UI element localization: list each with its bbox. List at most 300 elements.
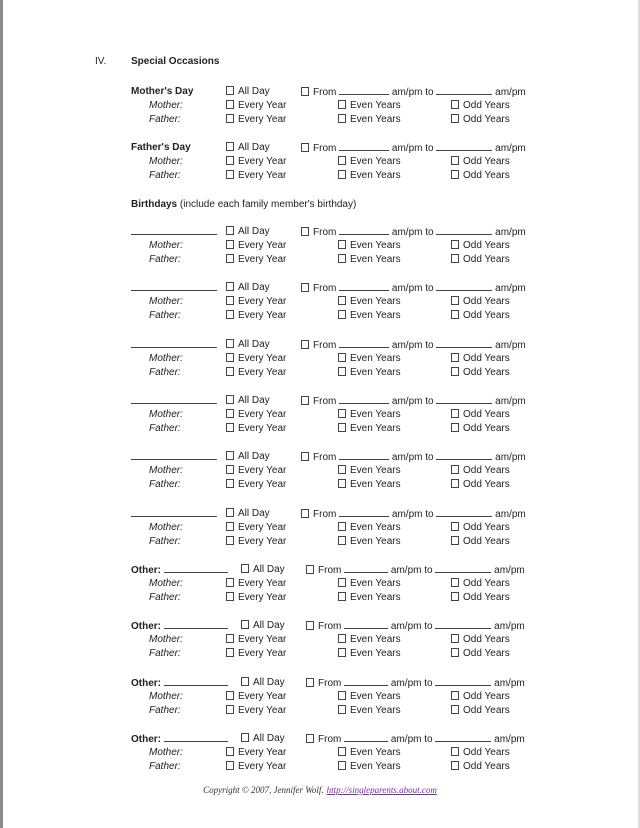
even-years-label: Even Years	[350, 352, 401, 364]
cell	[226, 85, 270, 99]
to-time-field[interactable]	[435, 619, 491, 629]
even-years-label: Even Years	[350, 408, 401, 420]
every-year-label: Every Year	[238, 408, 287, 420]
from-time-field[interactable]	[339, 450, 389, 460]
from-label: From	[313, 143, 337, 154]
even-years-checkbox[interactable]	[338, 761, 346, 770]
even-years-checkbox[interactable]	[338, 310, 346, 319]
all-day-checkbox[interactable]	[226, 395, 234, 404]
cell	[338, 309, 401, 323]
even-years-checkbox[interactable]	[338, 578, 346, 587]
father-row	[131, 169, 556, 183]
odd-years-label: Odd Years	[463, 704, 510, 716]
birthday-name-field[interactable]	[131, 394, 217, 404]
every-year-checkbox[interactable]	[226, 100, 234, 109]
every-year-checkbox[interactable]	[226, 479, 234, 488]
even-years-checkbox[interactable]	[338, 156, 346, 165]
time-row	[131, 619, 556, 633]
odd-years-checkbox[interactable]	[451, 240, 459, 249]
all-day-label: All Day	[253, 620, 285, 632]
odd-years-label: Odd Years	[463, 296, 510, 308]
cell	[131, 450, 217, 465]
every-year-checkbox[interactable]	[226, 465, 234, 474]
from-checkbox[interactable]	[301, 283, 309, 292]
odd-years-checkbox[interactable]	[451, 522, 459, 531]
birthday-block	[131, 281, 556, 323]
odd-years-label: Odd Years	[463, 352, 510, 364]
odd-years-checkbox[interactable]	[451, 296, 459, 305]
father-label: Father:	[149, 170, 181, 181]
all-day-checkbox[interactable]	[241, 564, 249, 573]
other-occasion-field[interactable]	[164, 563, 228, 573]
even-years-checkbox[interactable]	[338, 691, 346, 700]
ampm-to-label: am/pm to	[391, 283, 434, 295]
father-row	[131, 760, 556, 774]
cell	[451, 647, 510, 661]
all-day-label: All Day	[253, 564, 285, 575]
from-time-field[interactable]	[344, 676, 388, 686]
birthday-name-field[interactable]	[131, 281, 217, 291]
cell	[451, 352, 510, 366]
cell	[226, 295, 286, 309]
cell	[131, 225, 217, 240]
other-label: Other:	[131, 733, 161, 745]
ampm-label: am/pm	[495, 508, 526, 520]
from-checkbox[interactable]	[301, 509, 309, 518]
even-years-label: Even Years	[350, 114, 401, 125]
cell	[131, 732, 228, 747]
even-years-label: Even Years	[350, 535, 401, 547]
odd-years-checkbox[interactable]	[451, 100, 459, 109]
every-year-label: Every Year	[238, 634, 287, 646]
to-time-field[interactable]	[435, 563, 491, 573]
cell	[226, 577, 286, 591]
odd-years-checkbox[interactable]	[451, 170, 459, 179]
mother-row	[131, 408, 556, 422]
every-year-label: Every Year	[238, 760, 287, 772]
time-row	[131, 338, 556, 352]
odd-years-checkbox[interactable]	[451, 409, 459, 418]
cell	[451, 535, 510, 549]
odd-years-checkbox[interactable]	[451, 578, 459, 587]
every-year-checkbox[interactable]	[226, 156, 234, 165]
every-year-checkbox[interactable]	[226, 634, 234, 643]
to-time-field[interactable]	[436, 225, 492, 235]
even-years-checkbox[interactable]	[338, 240, 346, 249]
even-years-checkbox[interactable]	[338, 592, 346, 601]
odd-years-checkbox[interactable]	[451, 592, 459, 601]
from-time-field[interactable]	[339, 281, 389, 291]
birthday-block	[131, 225, 556, 267]
section-heading	[95, 56, 219, 67]
cell	[338, 155, 401, 169]
even-years-label: Even Years	[350, 578, 401, 589]
from-time-field[interactable]	[339, 225, 389, 235]
other-label: Other:	[131, 677, 161, 689]
cell	[338, 746, 401, 760]
section-number: IV.	[95, 56, 107, 67]
odd-years-label: Odd Years	[463, 240, 510, 251]
to-time-field[interactable]	[436, 338, 492, 348]
every-year-label: Every Year	[238, 704, 287, 716]
cell	[226, 155, 286, 169]
from-checkbox[interactable]	[306, 734, 314, 743]
cell	[226, 521, 286, 535]
occasion-label: Mother's Day	[131, 86, 194, 97]
every-year-checkbox[interactable]	[226, 522, 234, 531]
every-year-label: Every Year	[238, 100, 287, 111]
time-row	[131, 85, 556, 99]
from-label: From	[313, 283, 337, 295]
even-years-label: Even Years	[350, 310, 401, 322]
cell	[131, 563, 228, 578]
from-checkbox[interactable]	[306, 565, 314, 574]
every-year-checkbox[interactable]	[226, 705, 234, 714]
odd-years-label: Odd Years	[463, 578, 510, 589]
even-years-checkbox[interactable]	[338, 353, 346, 362]
even-years-checkbox[interactable]	[338, 705, 346, 714]
every-year-checkbox[interactable]	[226, 310, 234, 319]
from-checkbox[interactable]	[301, 227, 309, 236]
cell	[451, 591, 510, 605]
odd-years-checkbox[interactable]	[451, 536, 459, 545]
cell	[301, 225, 526, 240]
birthday-block	[131, 338, 556, 380]
cell	[338, 422, 401, 436]
birthday-name-field[interactable]	[131, 338, 217, 348]
cell	[451, 366, 510, 380]
cell	[226, 113, 286, 127]
cell	[226, 478, 286, 492]
from-checkbox[interactable]	[306, 678, 314, 687]
cell	[301, 281, 526, 296]
all-day-checkbox[interactable]	[226, 142, 234, 151]
all-day-checkbox[interactable]	[226, 508, 234, 517]
to-time-field[interactable]	[436, 450, 492, 460]
section-title: Special Occasions	[131, 56, 220, 67]
cell	[451, 169, 510, 183]
cell	[226, 464, 286, 478]
holiday-block	[131, 85, 556, 127]
cell	[301, 394, 526, 409]
cell	[451, 408, 510, 422]
from-label: From	[313, 508, 337, 520]
odd-years-checkbox[interactable]	[451, 747, 459, 756]
odd-years-checkbox[interactable]	[451, 310, 459, 319]
mother-row	[131, 690, 556, 704]
other-block	[131, 619, 556, 661]
from-time-field[interactable]	[339, 141, 389, 151]
all-day-checkbox[interactable]	[226, 282, 234, 291]
even-years-label: Even Years	[350, 366, 401, 378]
even-years-checkbox[interactable]	[338, 254, 346, 263]
every-year-label: Every Year	[238, 240, 287, 251]
from-time-field[interactable]	[339, 394, 389, 404]
every-year-checkbox[interactable]	[226, 761, 234, 770]
odd-years-checkbox[interactable]	[451, 479, 459, 488]
from-time-field[interactable]	[339, 338, 389, 348]
cell	[338, 253, 401, 267]
odd-years-label: Odd Years	[463, 114, 510, 125]
cell	[338, 464, 401, 478]
every-year-label: Every Year	[238, 690, 287, 702]
cell	[226, 408, 286, 422]
father-row	[131, 253, 556, 267]
all-day-label: All Day	[238, 394, 270, 406]
odd-years-label: Odd Years	[463, 156, 510, 167]
ampm-to-label: am/pm to	[390, 677, 433, 689]
time-row	[131, 281, 556, 295]
all-day-checkbox[interactable]	[226, 86, 234, 95]
father-row	[131, 704, 556, 718]
cell	[131, 281, 217, 296]
to-time-field[interactable]	[436, 281, 492, 291]
from-checkbox[interactable]	[301, 87, 309, 96]
cell	[306, 619, 525, 634]
every-year-label: Every Year	[238, 648, 287, 660]
even-years-checkbox[interactable]	[338, 479, 346, 488]
all-day-checkbox[interactable]	[226, 226, 234, 235]
even-years-checkbox[interactable]	[338, 367, 346, 376]
every-year-checkbox[interactable]	[226, 254, 234, 263]
odd-years-checkbox[interactable]	[451, 761, 459, 770]
cell	[338, 295, 401, 309]
time-row	[131, 732, 556, 746]
cell	[451, 521, 510, 535]
other-block	[131, 563, 556, 605]
even-years-checkbox[interactable]	[338, 114, 346, 123]
every-year-checkbox[interactable]	[226, 536, 234, 545]
from-label: From	[313, 395, 337, 407]
from-time-field[interactable]	[344, 732, 388, 742]
from-checkbox[interactable]	[301, 143, 309, 152]
all-day-checkbox[interactable]	[241, 677, 249, 686]
odd-years-checkbox[interactable]	[451, 648, 459, 657]
all-day-checkbox[interactable]	[241, 733, 249, 742]
cell	[301, 507, 526, 522]
from-time-field[interactable]	[339, 507, 389, 517]
every-year-checkbox[interactable]	[226, 592, 234, 601]
footer-link[interactable]: http://singleparents.about.com	[326, 785, 437, 795]
even-years-checkbox[interactable]	[338, 536, 346, 545]
from-checkbox[interactable]	[301, 396, 309, 405]
all-day-checkbox[interactable]	[226, 451, 234, 460]
from-checkbox[interactable]	[301, 452, 309, 461]
all-day-label: All Day	[253, 732, 285, 744]
even-years-label: Even Years	[350, 746, 401, 758]
to-time-field[interactable]	[436, 85, 492, 95]
father-row	[131, 422, 556, 436]
mother-row	[131, 155, 556, 169]
from-label: From	[318, 621, 342, 633]
cell	[226, 366, 286, 380]
even-years-checkbox[interactable]	[338, 100, 346, 109]
birthday-name-field[interactable]	[131, 450, 217, 460]
cell	[301, 338, 526, 353]
every-year-checkbox[interactable]	[226, 170, 234, 179]
time-row	[131, 450, 556, 464]
mother-label: Mother:	[149, 240, 183, 251]
every-year-checkbox[interactable]	[226, 367, 234, 376]
even-years-checkbox[interactable]	[338, 465, 346, 474]
father-label: Father:	[149, 310, 181, 322]
to-time-field[interactable]	[436, 394, 492, 404]
cell	[131, 338, 217, 353]
every-year-checkbox[interactable]	[226, 691, 234, 700]
other-occasion-field[interactable]	[164, 676, 228, 686]
father-row	[131, 366, 556, 380]
ampm-to-label: am/pm to	[390, 733, 433, 745]
cell	[451, 704, 510, 718]
even-years-label: Even Years	[350, 422, 401, 434]
cell	[451, 760, 510, 774]
even-years-label: Even Years	[350, 465, 401, 477]
from-time-field[interactable]	[344, 563, 388, 573]
all-day-label: All Day	[253, 676, 285, 688]
ampm-to-label: am/pm to	[391, 395, 434, 407]
from-checkbox[interactable]	[306, 621, 314, 630]
cell	[338, 408, 401, 422]
cell	[451, 309, 510, 323]
ampm-to-label: am/pm to	[391, 508, 434, 520]
odd-years-checkbox[interactable]	[451, 691, 459, 700]
father-label: Father:	[149, 704, 181, 716]
cell	[451, 746, 510, 760]
even-years-checkbox[interactable]	[338, 648, 346, 657]
cell	[451, 478, 510, 492]
ampm-label: am/pm	[495, 395, 526, 407]
mother-label: Mother:	[149, 634, 183, 646]
from-time-field[interactable]	[344, 619, 388, 629]
cell	[338, 478, 401, 492]
cell	[338, 577, 401, 591]
cell	[131, 676, 228, 691]
cell	[338, 760, 401, 774]
father-label: Father:	[149, 254, 181, 265]
odd-years-label: Odd Years	[463, 422, 510, 434]
cell	[226, 141, 270, 155]
odd-years-label: Odd Years	[463, 465, 510, 477]
odd-years-checkbox[interactable]	[451, 465, 459, 474]
every-year-checkbox[interactable]	[226, 409, 234, 418]
odd-years-label: Odd Years	[463, 366, 510, 378]
birthdays-note: (include each family member's birthday)	[179, 199, 357, 210]
occasion-label: Father's Day	[131, 142, 191, 153]
every-year-checkbox[interactable]	[226, 114, 234, 123]
other-occasion-field[interactable]	[164, 732, 228, 742]
odd-years-checkbox[interactable]	[451, 705, 459, 714]
even-years-checkbox[interactable]	[338, 409, 346, 418]
birthday-name-field[interactable]	[131, 225, 217, 235]
cell	[451, 253, 510, 267]
cell	[226, 746, 286, 760]
other-label: Other:	[131, 565, 161, 576]
even-years-checkbox[interactable]	[338, 522, 346, 531]
every-year-checkbox[interactable]	[226, 423, 234, 432]
odd-years-checkbox[interactable]	[451, 353, 459, 362]
cell	[241, 732, 285, 746]
cell	[301, 450, 526, 465]
mother-row	[131, 239, 556, 253]
odd-years-label: Odd Years	[463, 408, 510, 420]
even-years-label: Even Years	[350, 156, 401, 167]
even-years-label: Even Years	[350, 479, 401, 491]
odd-years-checkbox[interactable]	[451, 423, 459, 432]
ampm-label: am/pm	[494, 621, 525, 633]
odd-years-checkbox[interactable]	[451, 634, 459, 643]
cell	[451, 464, 510, 478]
cell	[226, 507, 270, 521]
to-time-field[interactable]	[436, 141, 492, 151]
other-block	[131, 676, 556, 718]
even-years-label: Even Years	[350, 240, 401, 251]
even-years-checkbox[interactable]	[338, 170, 346, 179]
odd-years-checkbox[interactable]	[451, 156, 459, 165]
father-row	[131, 647, 556, 661]
every-year-checkbox[interactable]	[226, 747, 234, 756]
odd-years-checkbox[interactable]	[451, 114, 459, 123]
all-day-label: All Day	[238, 282, 270, 294]
even-years-checkbox[interactable]	[338, 634, 346, 643]
cell	[338, 591, 401, 605]
other-occasion-field[interactable]	[164, 619, 228, 629]
cell	[338, 535, 401, 549]
cell	[226, 99, 286, 113]
even-years-checkbox[interactable]	[338, 747, 346, 756]
cell	[226, 239, 286, 253]
ampm-label: am/pm	[495, 227, 526, 238]
time-row	[131, 225, 556, 239]
ampm-to-label: am/pm to	[391, 227, 434, 238]
to-time-field[interactable]	[435, 732, 491, 742]
from-checkbox[interactable]	[301, 340, 309, 349]
odd-years-checkbox[interactable]	[451, 367, 459, 376]
every-year-checkbox[interactable]	[226, 296, 234, 305]
every-year-checkbox[interactable]	[226, 240, 234, 249]
odd-years-checkbox[interactable]	[451, 254, 459, 263]
mother-row	[131, 99, 556, 113]
even-years-checkbox[interactable]	[338, 423, 346, 432]
every-year-checkbox[interactable]	[226, 578, 234, 587]
cell	[338, 690, 401, 704]
cell	[451, 295, 510, 309]
mother-label: Mother:	[149, 521, 183, 533]
cell	[226, 704, 286, 718]
to-time-field[interactable]	[435, 676, 491, 686]
birthday-block	[131, 394, 556, 436]
all-day-checkbox[interactable]	[226, 339, 234, 348]
every-year-checkbox[interactable]	[226, 648, 234, 657]
cell	[226, 647, 286, 661]
all-day-label: All Day	[238, 226, 270, 237]
mother-label: Mother:	[149, 690, 183, 702]
every-year-label: Every Year	[238, 296, 287, 308]
father-label: Father:	[149, 592, 181, 603]
to-time-field[interactable]	[436, 507, 492, 517]
from-time-field[interactable]	[339, 85, 389, 95]
even-years-label: Even Years	[350, 648, 401, 660]
all-day-checkbox[interactable]	[241, 620, 249, 629]
cell	[241, 563, 285, 577]
every-year-checkbox[interactable]	[226, 353, 234, 362]
even-years-checkbox[interactable]	[338, 296, 346, 305]
mother-label: Mother:	[149, 296, 183, 308]
odd-years-label: Odd Years	[463, 760, 510, 772]
cell	[451, 422, 510, 436]
birthday-name-field[interactable]	[131, 507, 217, 517]
ampm-to-label: am/pm to	[390, 621, 433, 633]
every-year-label: Every Year	[238, 114, 287, 125]
